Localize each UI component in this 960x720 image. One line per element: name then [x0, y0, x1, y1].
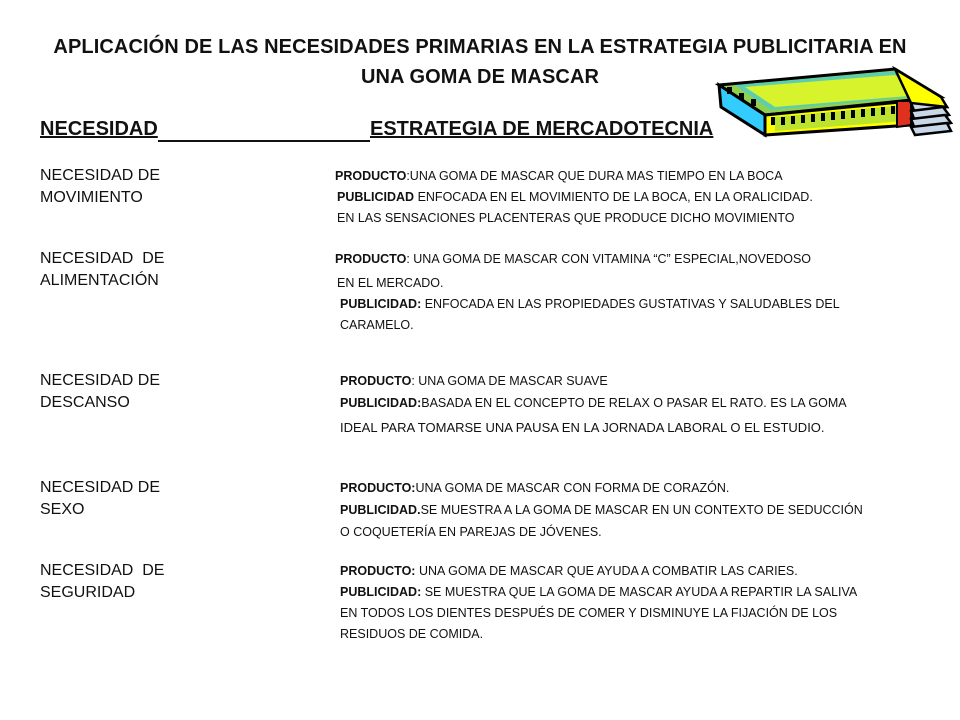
- strategy-line: PRODUCTO: UNA GOMA DE MASCAR CON VITAMINA “C” ESPECIAL,NOVEDOSO: [335, 252, 812, 266]
- need-row-2: [40, 248, 320, 292]
- need-label-line: NECESIDAD DE: [40, 250, 165, 267]
- strategy-line: PRODUCTO:UNA GOMA DE MASCAR QUE DURA MAS TIEMPO EN LA BOCA: [335, 169, 783, 183]
- strategy-line: PRODUCTO: UNA GOMA DE MASCAR QUE AYUDA A COMBATIR LAS CARIES.: [340, 564, 798, 578]
- strategy-line: PRODUCTO: UNA GOMA DE MASCAR SUAVE: [340, 374, 608, 388]
- need-row-4: [40, 477, 320, 521]
- strategy-row-1: [335, 166, 935, 229]
- strategy-row-5: [340, 561, 940, 645]
- strategy-line: PUBLICIDAD ENFOCADA EN EL MOVIMIENTO DE LA BOCA, EN LA ORALICIDAD.: [337, 190, 813, 204]
- strategy-row-2: [335, 249, 935, 336]
- strategy-line: PUBLICIDAD.SE MUESTRA A LA GOMA DE MASCAR EN UN CONTEXTO DE SEDUCCIÓN: [340, 503, 863, 517]
- page-title: APLICACIÓN DE LAS NECESIDADES PRIMARIAS EN LA ESTRATEGIA PUBLICITARIA EN UNA GOMA DE MASCAR: [53, 36, 907, 88]
- need-row-1: [40, 165, 320, 209]
- need-row-5: [40, 560, 320, 604]
- need-label-line: ALIMENTACIÓN: [40, 272, 159, 289]
- strategy-line: O COQUETERÍA EN PAREJAS DE JÓVENES.: [340, 525, 602, 539]
- strategy-line: EN EL MERCADO.: [337, 276, 444, 290]
- need-label-line: NECESIDAD DE: [40, 167, 161, 184]
- need-label-line: NECESIDAD DE: [40, 479, 161, 496]
- header-underline-divider: [158, 140, 370, 142]
- strategy-line: EN LAS SENSACIONES PLACENTERAS QUE PRODUCE DICHO MOVIMIENTO: [337, 211, 795, 225]
- strategy-line: RESIDUOS DE COMIDA.: [340, 627, 484, 641]
- chewing-gum-pack-icon: [715, 55, 955, 165]
- need-row-3: [40, 370, 320, 414]
- strategy-line: CARAMELO.: [340, 318, 414, 332]
- need-label-line: SEGURIDAD: [40, 584, 136, 601]
- header-necesidad: NECESIDAD: [40, 118, 158, 140]
- need-label-line: DESCANSO: [40, 394, 130, 411]
- strategy-row-3: [340, 371, 940, 438]
- strategy-line: PUBLICIDAD: SE MUESTRA QUE LA GOMA DE MASCAR AYUDA A REPARTIR LA SALIVA: [340, 585, 858, 599]
- strategy-line: EN TODOS LOS DIENTES DESPUÉS DE COMER Y DISMINUYE LA FIJACIÓN DE LOS: [340, 606, 838, 620]
- need-label-line: NECESIDAD DE: [40, 372, 161, 389]
- need-label-line: NECESIDAD DE: [40, 562, 165, 579]
- strategy-line: PUBLICIDAD: ENFOCADA EN LAS PROPIEDADES GUSTATIVAS Y SALUDABLES DEL: [340, 297, 840, 311]
- strategy-line: PRODUCTO:UNA GOMA DE MASCAR CON FORMA DE CORAZÓN.: [340, 481, 730, 495]
- strategy-row-4: [340, 478, 940, 543]
- strategy-line: PUBLICIDAD:BASADA EN EL CONCEPTO DE RELAX O PASAR EL RATO. ES LA GOMA: [340, 396, 847, 410]
- header-estrategia: ESTRATEGIA DE MERCADOTECNIA: [370, 118, 714, 140]
- need-label-line: MOVIMIENTO: [40, 189, 143, 206]
- need-label-line: SEXO: [40, 501, 85, 518]
- strategy-line: IDEAL PARA TOMARSE UNA PAUSA EN LA JORNADA LABORAL O EL ESTUDIO.: [340, 420, 825, 435]
